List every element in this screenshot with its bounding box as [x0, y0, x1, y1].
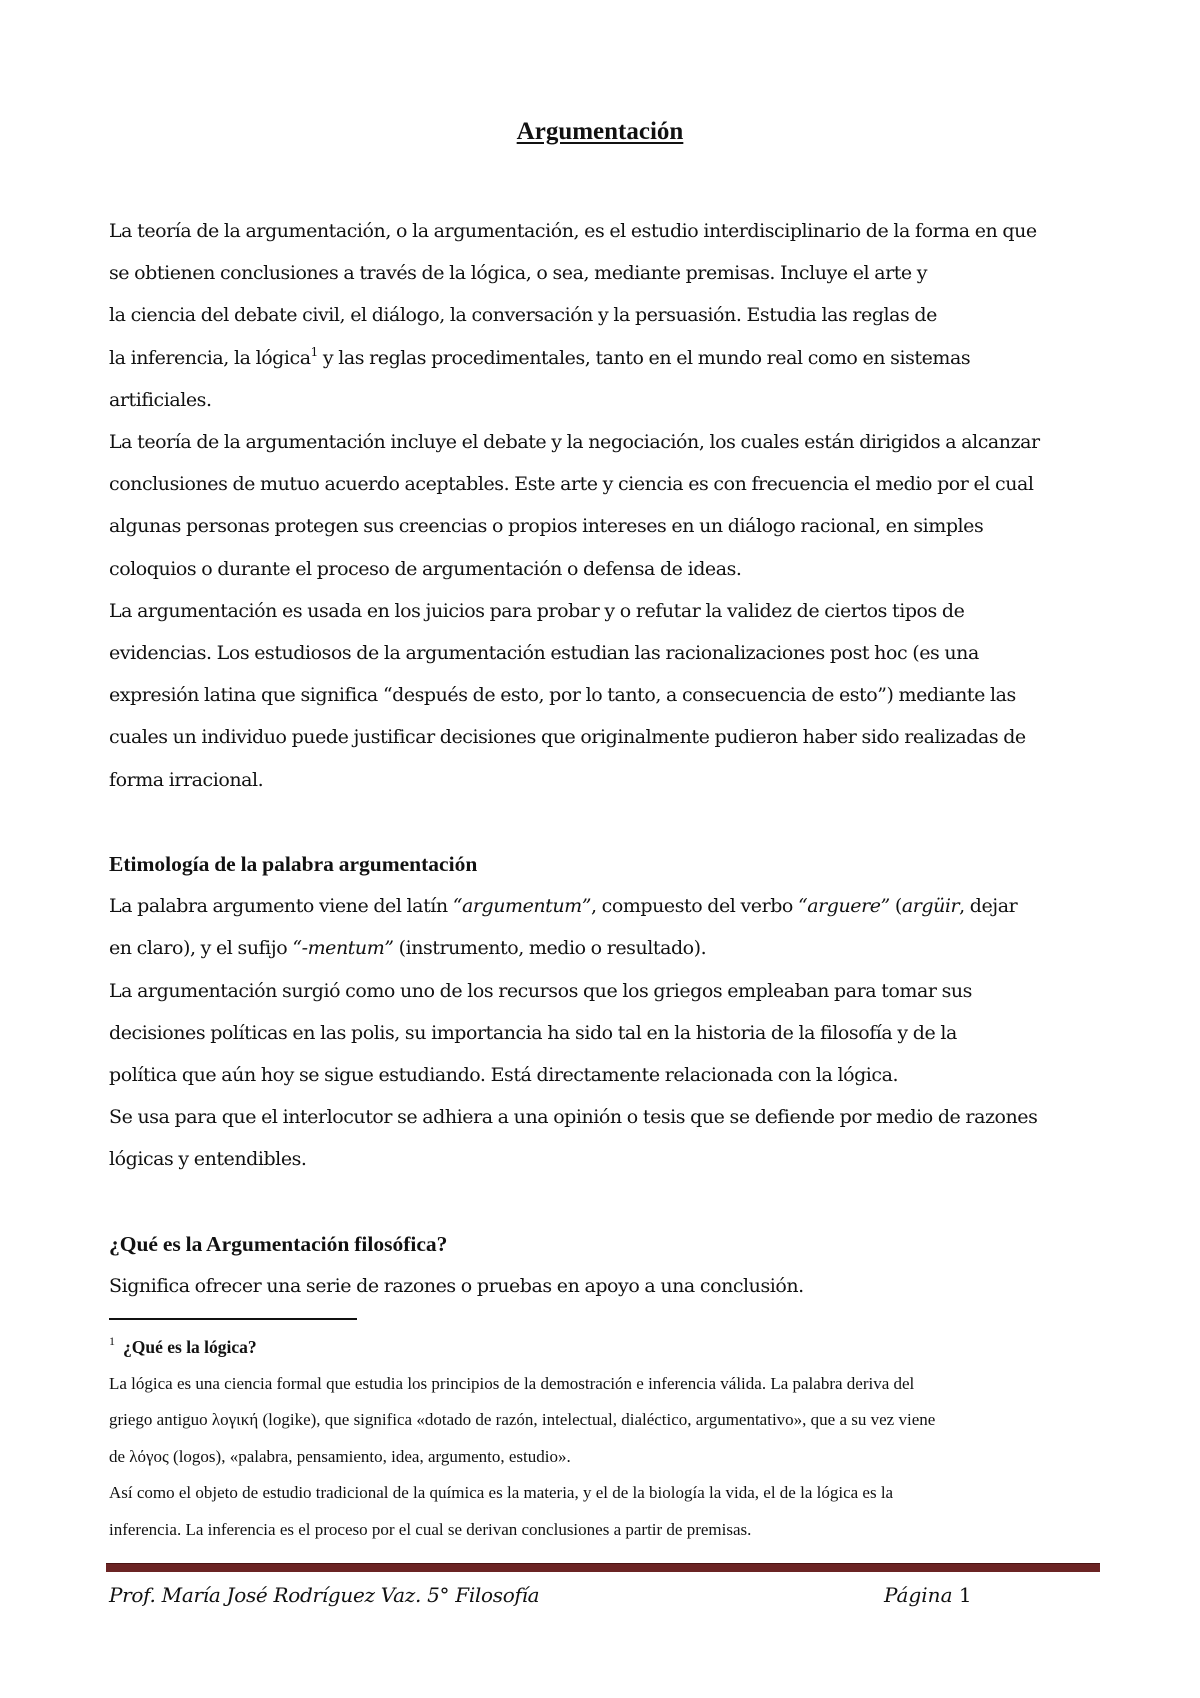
footnote-line: La lógica es una ciencia formal que estudia los principios de la demostración e inferencia válida. La palabra deriva del [109, 1373, 915, 1393]
footnote [109, 1323, 1109, 1549]
body-text: la inferencia, la lógica [109, 346, 311, 369]
body-line: coloquios o durante el proceso de argumentación o defensa de ideas. [109, 557, 742, 580]
body-line: La argumentación es usada en los juicios para probar y o refutar la validez de ciertos tipos de [109, 599, 965, 622]
body-line: decisiones políticas en las polis, su importancia ha sido tal en la historia de la filosofía y de la [109, 1021, 957, 1044]
footnote-line: de λόγος (logos), «palabra, pensamiento, idea, argumento, estudio». [109, 1446, 571, 1466]
body-line: política que aún hoy se sigue estudiando. Está directamente relacionada con la lógica. [109, 1064, 899, 1087]
body-line: Significa ofrecer una serie de razones o pruebas en apoyo a una conclusión. [109, 1275, 804, 1298]
body-line: se obtienen conclusiones a través de la lógica, o sea, mediante premisas. Incluye el arte y [109, 262, 928, 285]
paragraph-gap [109, 801, 1109, 843]
body-text: ( [889, 895, 902, 918]
body-line: cuales un individuo puede justificar decisiones que originalmente pudieron haber sido realizadas de [109, 726, 1026, 749]
body-line: lógicas y entendibles. [109, 1148, 307, 1171]
document-body [109, 210, 1109, 1307]
paragraph-gap [109, 1181, 1109, 1223]
body-line [109, 885, 1109, 927]
footnote-line: griego antiguo λογική (logike), que significa «dotado de razón, intelectual, dialéctico, argumentativo», que a su vez viene [109, 1410, 936, 1430]
page-title: Argumentación [516, 118, 684, 145]
body-text: La palabra argumento viene del latín [109, 895, 453, 918]
footnote-heading-line [109, 1323, 1109, 1366]
body-line: La teoría de la argumentación, o la argumentación, es el estudio interdisciplinario de la forma en que [109, 220, 1037, 242]
body-line-with-footnote-ref [109, 337, 1109, 379]
spanish-term: argüir [901, 895, 960, 918]
section-heading-etymology: Etimología de la palabra argumentación [109, 852, 478, 877]
body-line: La teoría de la argumentación incluye el debate y la negociación, los cuales están dirigidos a alcanzar [109, 431, 1040, 454]
body-text: y las reglas procedimentales, tanto en el mundo real como en sistemas [317, 346, 971, 369]
footer-divider [106, 1563, 1100, 1572]
page-number: 1 [958, 1583, 972, 1607]
body-line: La argumentación surgió como uno de los recursos que los griegos empleaban para tomar sus [109, 979, 972, 1002]
body-line: artificiales. [109, 388, 212, 411]
footnote-line: inferencia. La inferencia es el proceso por el cual se derivan conclusiones a partir de premisas. [109, 1519, 752, 1539]
body-text: , dejar [959, 895, 1018, 918]
body-text: , compuesto del verbo [591, 895, 799, 918]
page-label: Página [884, 1583, 953, 1607]
body-line: algunas personas protegen sus creencias o propios intereses en un diálogo racional, en simples [109, 515, 984, 538]
body-line: la ciencia del debate civil, el diálogo, la conversación y la persuasión. Estudia las reglas de [109, 304, 937, 327]
body-line: expresión latina que significa “después de esto, por lo tanto, a consecuencia de esto”) mediante las [109, 684, 1016, 707]
footnote-number: 1 [109, 1334, 115, 1348]
body-line: conclusiones de mutuo acuerdo aceptables. Este arte y ciencia es con frecuencia el medio por el cual [109, 473, 1034, 496]
footnote-line: Así como el objeto de estudio tradicional de la química es la materia, y el de la biología la vida, el de la lógica es la [109, 1483, 894, 1503]
footnote-heading: ¿Qué es la lógica? [123, 1337, 257, 1357]
latin-term: “arguere” [798, 895, 890, 918]
body-text: (instrumento, medio o resultado). [393, 937, 707, 960]
footer-author: Prof. María José Rodríguez Vaz. 5° Filosofía [109, 1583, 540, 1607]
body-text: en claro), y el sufijo [109, 937, 293, 960]
footer-page-indicator [884, 1583, 972, 1607]
body-line: evidencias. Los estudiosos de la argumentación estudian las racionalizaciones post hoc (es una [109, 642, 979, 665]
latin-term: “-mentum” [292, 937, 394, 960]
body-line: Se usa para que el interlocutor se adhiera a una opinión o tesis que se defiende por medio de razones [109, 1106, 1038, 1129]
latin-term: “argumentum” [452, 895, 591, 918]
footnote-reference[interactable]: 1 [310, 344, 318, 359]
body-line [109, 927, 1109, 969]
body-line: forma irracional. [109, 768, 264, 791]
section-heading-philosophical-argumentation: ¿Qué es la Argumentación filosófica? [109, 1231, 448, 1256]
footnote-separator [109, 1318, 357, 1320]
